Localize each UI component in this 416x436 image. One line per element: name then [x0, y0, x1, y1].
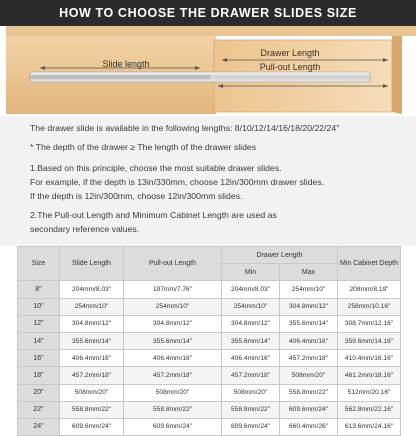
size-cell: 16"	[18, 350, 60, 367]
slide-length-cell: 254mm/10"	[60, 298, 124, 315]
drawer-min-cell: 355.6mm/14"	[222, 332, 280, 349]
size-table-container	[17, 246, 400, 431]
header-slide-length: Slide Length	[60, 247, 124, 281]
min-cabinet-depth-cell: 359.6mm/14.16"	[338, 332, 401, 349]
slide-length-cell: 355.6mm/14"	[60, 332, 124, 349]
pullout-length-cell: 355.6mm/14"	[124, 332, 222, 349]
drawer-max-cell: 457.2mm/18"	[280, 350, 338, 367]
header-drawer-length: Drawer Length	[222, 247, 338, 264]
drawer-max-cell: 355.6mm/14"	[280, 315, 338, 332]
drawer-length-label: Drawer Length	[260, 48, 320, 58]
drawer-slide-drawing	[0, 26, 416, 116]
example-text-2: If the depth is 12in/300mm, choose 12in/300mm slides.	[30, 191, 243, 201]
slide-length-cell: 304.8mm/12"	[60, 315, 124, 332]
table-row	[18, 332, 401, 349]
lengths-text: The drawer slide is available in the following lengths: 8/10/12/14/16/18/20/22/24"	[30, 123, 340, 133]
min-cabinet-depth-cell: 613.6mm/24.16"	[338, 418, 401, 435]
min-cabinet-depth-cell: 258mm/10.16"	[338, 298, 401, 315]
drawer-slide-illustration	[0, 26, 416, 116]
drawer-min-cell: 609.6mm/24"	[222, 418, 280, 435]
pullout-length-cell: 197mm/7.76"	[124, 281, 222, 298]
slide-length-cell: 406.4mm/16"	[60, 350, 124, 367]
size-cell: 10"	[18, 298, 60, 315]
table-row	[18, 418, 401, 435]
drawer-min-cell: 508mm/20"	[222, 384, 280, 401]
principle-text: 1.Based on this principle, choose the most suitable drawer slides.	[30, 163, 282, 173]
min-cabinet-depth-cell: 208mm/8.19"	[338, 281, 401, 298]
pullout-length-cell: 558.8mm/22"	[124, 401, 222, 418]
drawer-min-cell: 457.2mm/18"	[222, 367, 280, 384]
drawer-max-cell: 558.8mm/22"	[280, 384, 338, 401]
reference-text-2: secondary reference values.	[30, 224, 140, 234]
min-cabinet-depth-cell: 410.4mm/16.16"	[338, 350, 401, 367]
pullout-length-cell: 406.4mm/16"	[124, 350, 222, 367]
cabinet-top	[6, 26, 416, 36]
table-row	[18, 367, 401, 384]
table-row	[18, 384, 401, 401]
size-table	[17, 246, 401, 436]
slide-length-label: Slide length	[102, 59, 150, 69]
table-row	[18, 298, 401, 315]
slide-inner-track	[30, 75, 210, 79]
slide-length-cell: 558.8mm/22"	[60, 401, 124, 418]
pullout-length-cell: 254mm/10"	[124, 298, 222, 315]
page-title: HOW TO CHOOSE THE DRAWER SLIDES SIZE	[0, 0, 416, 26]
pullout-length-cell: 457.2mm/18"	[124, 367, 222, 384]
slide-length-cell: 609.6mm/24"	[60, 418, 124, 435]
drawer-min-cell: 204mm/8.03"	[222, 281, 280, 298]
min-cabinet-depth-cell: 308.7mm/12.16"	[338, 315, 401, 332]
drawer-max-cell: 609.6mm/24"	[280, 401, 338, 418]
pullout-length-label: Pull-out Length	[259, 62, 321, 72]
pullout-length-cell: 508mm/20"	[124, 384, 222, 401]
header-max: Max	[280, 264, 338, 281]
drawer-max-cell: 254mm/10"	[280, 281, 338, 298]
min-cabinet-depth-cell: 461.2mm/18.16"	[338, 367, 401, 384]
size-cell: 14"	[18, 332, 60, 349]
size-cell: 18"	[18, 367, 60, 384]
size-cell: 22"	[18, 401, 60, 418]
table-row	[18, 350, 401, 367]
reference-text: 2.The Pull-out Length and Minimum Cabinet Length are used as	[30, 210, 277, 220]
pullout-length-cell: 304.8mm/12"	[124, 315, 222, 332]
size-cell: 20"	[18, 384, 60, 401]
drawer-min-cell: 406.4mm/16"	[222, 350, 280, 367]
header-min-cabinet-depth: Min Cabinet Depth	[338, 247, 401, 281]
drawer-max-cell: 304.8mm/12"	[280, 298, 338, 315]
size-cell: 24"	[18, 418, 60, 435]
header-size: Size	[18, 247, 60, 281]
table-row	[18, 281, 401, 298]
size-cell: 8"	[18, 281, 60, 298]
info-panel	[0, 116, 416, 246]
slide-length-cell: 457.2mm/18"	[60, 367, 124, 384]
drawer-min-cell: 558.8mm/22"	[222, 401, 280, 418]
drawer-min-cell: 304.8mm/12"	[222, 315, 280, 332]
drawer-front-edge	[392, 36, 402, 114]
drawer-min-cell: 254mm/10"	[222, 298, 280, 315]
size-cell: 12"	[18, 315, 60, 332]
min-cabinet-depth-cell: 512mm/20.16"	[338, 384, 401, 401]
drawer-max-cell: 660.4mm/26"	[280, 418, 338, 435]
depth-rule-text: * The depth of the drawer ≥ The length of the drawer slides	[30, 142, 257, 152]
pullout-length-cell: 609.6mm/24"	[124, 418, 222, 435]
drawer-max-cell: 508mm/20"	[280, 367, 338, 384]
header-pullout-length: Pull-out Length	[124, 247, 222, 281]
drawer-max-cell: 406.4mm/16"	[280, 332, 338, 349]
table-row	[18, 315, 401, 332]
example-text: For example, if the depth is 13in/330mm, choose 12in/300mm drawer slides.	[30, 177, 325, 187]
min-cabinet-depth-cell: 562.8mm/22.16"	[338, 401, 401, 418]
size-table-body	[18, 281, 401, 436]
slide-length-cell: 204mm/8.03"	[60, 281, 124, 298]
header-min: Min	[222, 264, 280, 281]
slide-length-cell: 508mm/20"	[60, 384, 124, 401]
